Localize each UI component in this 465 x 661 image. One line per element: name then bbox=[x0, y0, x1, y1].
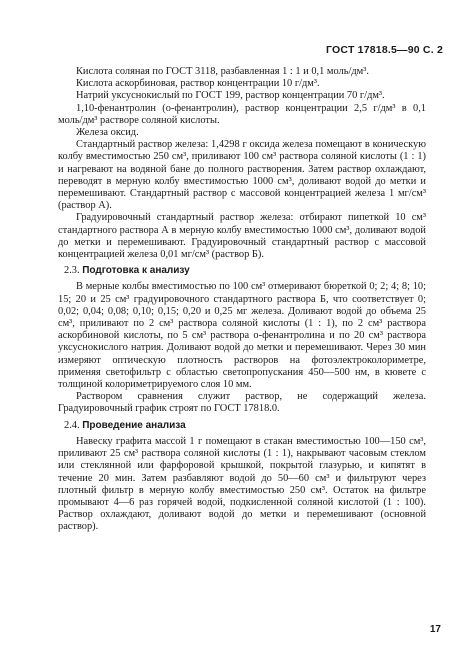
paragraph: Кислота соляная по ГОСТ 3118, разбавленная 1 : 1 и 0,1 моль/дм³. bbox=[76, 66, 369, 77]
paragraph: Раствором сравнения служит раствор, не содержащий железа. Градуировочный график строят по ГОСТ 17818.0. bbox=[58, 391, 426, 415]
section-title: Проведение анализа bbox=[82, 419, 186, 431]
section-heading bbox=[58, 265, 426, 277]
paragraph: Навеску графита массой 1 г помещают в стакан вместимостью 100—150 см³, приливают 25 см³ раствора соляной кислоты (1 : 1), накрывают часовым стеклом или стеклянной или фарфоровой крышкой, покрытой глазурью, и кипятят в течение 20 мин. Затем разбавляют водой до 50—60 см³ и фильтруют через плотный фильтр в мерную колбу вместимостью 250 см³. Остаток на фильтре промывают 4—6 раз горячей водой, подкисленной соляной кислотой (1 : 100). Раствор охлаждают, доливают водой до метки и перемешивают (основной раствор). bbox=[58, 435, 426, 533]
page-number: 17 bbox=[429, 624, 441, 635]
paragraph: 1,10-фенантролин (о-фенантролин), раствор концентрации 2,5 г/дм³ в 0,1 моль/дм³ растворе соляной кислоты. bbox=[58, 102, 426, 126]
section-heading bbox=[58, 420, 426, 432]
section-number: 2.3. bbox=[64, 265, 80, 277]
running-header: ГОСТ 17818.5—90 С. 2 bbox=[326, 44, 443, 56]
section-title: Подготовка к анализу bbox=[82, 265, 190, 277]
paragraph: Стандартный раствор железа: 1,4298 г оксида железа помещают в коническую колбу вместимостью 250 см³, приливают 100 см³ раствора соляной кислоты (1 : 1) и нагревают на водяной бане до полного растворения. Затем раствор охлаждают, переводят в мерную колбу вместимостью 1000 см³, доливают водой до метки и перемешивают. Стандартный раствор с массовой концентрацией железа 1 мг/см³ (раствор А). bbox=[58, 139, 426, 212]
section-number: 2.4. bbox=[64, 419, 80, 431]
document-body bbox=[58, 66, 426, 534]
paragraph: Градуировочный стандартный раствор железа: отбирают пипеткой 10 см³ стандартного раствора А в мерную колбу вместимостью 1000 см³, доливают водой до метки и перемешивают. Градуировочный стандартный раствор с массовой концентрацией железа 0,01 мг/см³ (раствор Б). bbox=[58, 212, 426, 261]
paragraph: В мерные колбы вместимостью по 100 см³ отмеривают бюреткой 0; 2; 4; 8; 10; 15; 20 и 25 см³ градуировочного стандартного раствора Б, что соответствует 0; 0,02; 0,04; 0,08; 0,10; 0,15; 0,20 и 0,25 мг железа. Доливают водой до объема 25 см³, приливают по 2 см³ раствора соляной кислоты (1 : 1), по 2 см³ раствора аскорбиновой кислоты, по 5 см³ раствора о-фенантролина и по 20 см³ раствора уксуснокислого натрия. Доливают водой до метки и перемешивают. Через 30 мин измеряют оптическую плотность растворов на фотоэлектроколориметре, применяя светофильтр с областью светопропускания 450—500 нм, в кювете с толщиной колориметрируемого слоя 10 мм. bbox=[58, 281, 426, 391]
paragraph: Железа оксид. bbox=[76, 127, 139, 139]
paragraph: Кислота аскорбиновая, раствор концентрации 10 г/дм³. bbox=[76, 78, 320, 90]
paragraph: Натрий уксуснокислый по ГОСТ 199, раствор концентрации 70 г/дм³. bbox=[76, 90, 385, 102]
